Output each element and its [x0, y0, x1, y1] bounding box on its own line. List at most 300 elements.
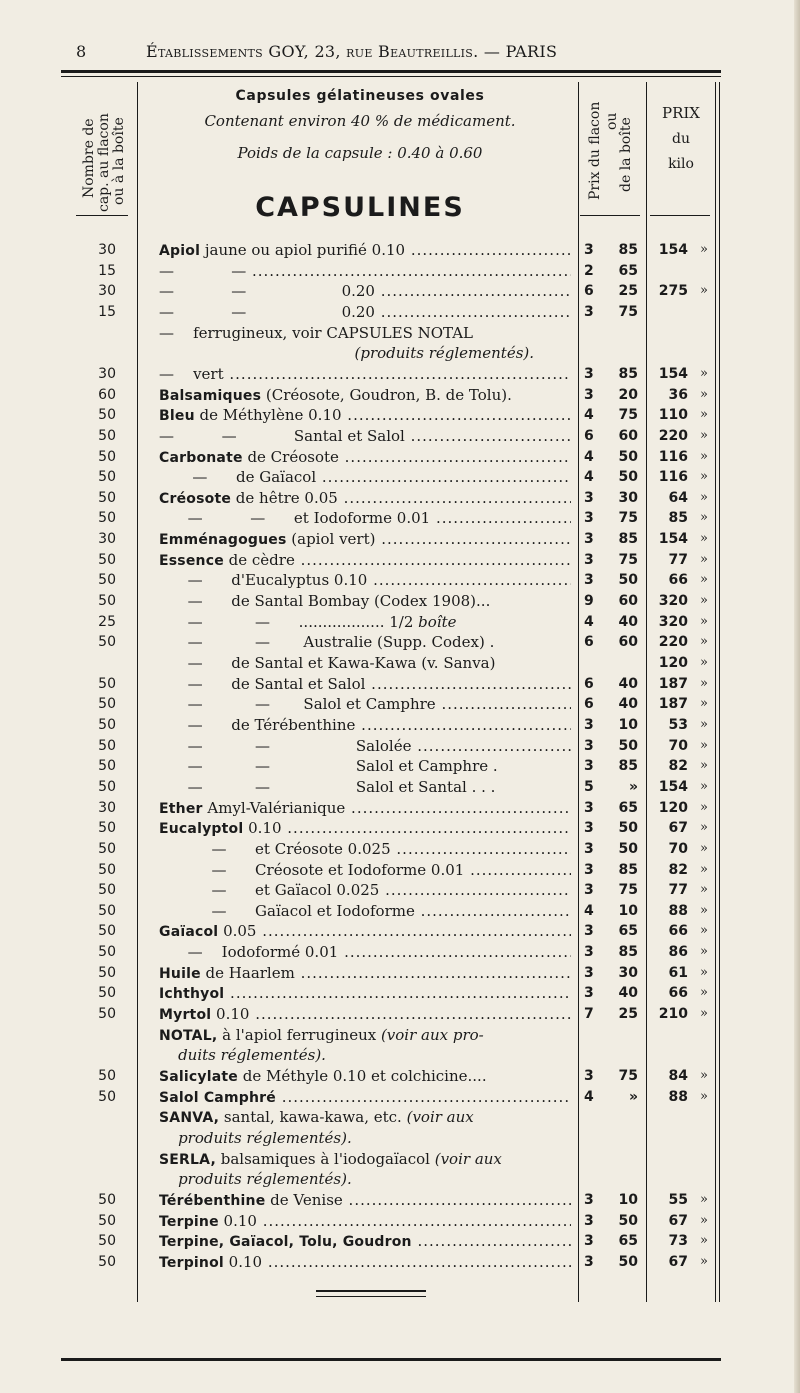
ditto-mark: » [700, 944, 708, 960]
price-centimes-cell: 85 [618, 861, 638, 878]
price-per-kilo-cell: 88 [668, 1088, 688, 1105]
price-francs-cell: 6 [584, 675, 594, 692]
ditto-mark: » [700, 1191, 708, 1207]
quantity-cell: 50 [98, 1006, 116, 1023]
description-cell [159, 323, 571, 343]
description-text: Terpinol [159, 1254, 224, 1271]
description-text: — — Salolée [159, 736, 412, 755]
description-cell [159, 1169, 571, 1189]
price-centimes-cell: 50 [618, 737, 638, 754]
table-row [0, 674, 800, 694]
quantity-cell: 50 [98, 572, 116, 589]
price-francs-cell: 3 [584, 840, 594, 857]
ditto-mark: » [700, 861, 708, 877]
description-text: — de Térébenthine [159, 715, 356, 734]
ditto-mark: » [700, 593, 708, 609]
price-per-kilo-cell: 67 [668, 1253, 688, 1270]
description-cell [159, 343, 571, 363]
table-row [0, 1252, 800, 1272]
table-row [0, 839, 800, 859]
description-cell [159, 261, 571, 281]
description-text: — Gaïacol et Iodoforme [159, 901, 415, 920]
table-row [0, 942, 800, 962]
table-row [0, 777, 800, 797]
description-cell [159, 901, 571, 921]
table-row [0, 323, 800, 343]
price-centimes-cell: 75 [618, 1068, 638, 1084]
description-text: — — [159, 261, 247, 280]
quantity-cell: 50 [98, 551, 116, 568]
description-text: — de Santal et Salol [159, 674, 366, 693]
description-text: Ichthyol [159, 986, 225, 1003]
description-cell [159, 1231, 571, 1252]
description-cell [159, 302, 571, 322]
section-title: Capsules gélatineuses ovales [235, 88, 485, 104]
price-centimes-cell: 65 [618, 923, 638, 940]
price-centimes-cell: 10 [618, 1191, 638, 1208]
description-cell [159, 674, 571, 694]
table-row [0, 550, 800, 570]
ditto-mark: » [700, 675, 708, 691]
price-francs-cell: 5 [584, 778, 594, 795]
description-cell [159, 1087, 571, 1108]
description-cell [159, 1252, 571, 1273]
footer-rule [316, 1296, 426, 1297]
description-text: produits réglementés). [178, 1128, 352, 1147]
description-text: Amyl-Valérianique [202, 798, 346, 817]
description-cell [159, 983, 571, 1004]
description-text: 0.10 [223, 1252, 263, 1271]
description-cell [159, 921, 571, 942]
price-francs-cell: 3 [584, 242, 594, 258]
description-cell [159, 736, 571, 756]
description-text: produits réglementés). [178, 1170, 352, 1189]
table-row [0, 1128, 800, 1148]
description-text: santal, kawa-kawa, etc. [219, 1108, 407, 1127]
description-cell [159, 653, 571, 673]
description-text: — — .................. 1/2 [159, 612, 419, 631]
description-text: de Créosote [242, 447, 339, 466]
section-weight: Poids de la capsule : 0.40 à 0.60 [237, 144, 483, 162]
description-text [159, 344, 355, 362]
description-text: Myrtol [159, 1007, 212, 1024]
quantity-cell: 50 [98, 820, 116, 837]
description-text: — et Créosote 0.025 [159, 839, 391, 858]
quantity-cell: 50 [98, 1212, 116, 1229]
price-francs-cell: 3 [584, 964, 594, 981]
quantity-cell: 50 [98, 737, 116, 754]
price-francs-cell: 3 [584, 510, 594, 527]
table-row [0, 343, 800, 363]
description-text: — — Salol et Santal . . . [159, 777, 496, 796]
description-text: (voir aux [434, 1149, 502, 1168]
price-centimes-cell: 50 [618, 448, 638, 465]
description-text: (voir aux [406, 1108, 474, 1127]
ditto-mark: » [700, 737, 708, 753]
description-cell [159, 240, 571, 261]
price-per-kilo-cell: 84 [668, 1068, 688, 1084]
ditto-mark: » [700, 778, 708, 794]
table-row [0, 736, 800, 756]
price-francs-cell: 3 [584, 303, 594, 320]
price-per-kilo-cell: 53 [668, 716, 688, 733]
price-centimes-cell: 10 [618, 902, 638, 919]
quantity-cell: 30 [98, 242, 116, 258]
ditto-mark: » [700, 716, 708, 732]
price-francs-cell: 3 [584, 882, 594, 899]
table-row [0, 1107, 800, 1127]
price-centimes-cell: 30 [618, 964, 638, 981]
description-cell [159, 1211, 571, 1232]
price-per-kilo-cell: 210 [658, 1006, 688, 1023]
description-cell [159, 1004, 571, 1025]
price-centimes-cell: 65 [618, 799, 638, 816]
quantity-cell: 50 [98, 1253, 116, 1270]
price-francs-cell: 6 [584, 696, 594, 713]
ditto-mark: » [700, 283, 708, 299]
running-head [0, 40, 800, 64]
section-subtitle: Contenant environ 40 % de médicament. [204, 112, 516, 130]
price-centimes-cell: » [628, 778, 638, 795]
price-centimes-cell: 85 [618, 365, 638, 382]
quantity-cell: 50 [98, 985, 116, 1002]
price-francs-cell: 6 [584, 427, 594, 444]
description-text: de Haarlem [200, 963, 295, 982]
price-francs-cell: 3 [584, 489, 594, 506]
unit-price-header-line-2: ou [604, 112, 620, 130]
quantity-cell: 50 [98, 964, 116, 981]
price-per-kilo-cell: 187 [658, 696, 688, 713]
description-text: 0.10 [243, 819, 282, 838]
price-per-kilo-cell: 116 [658, 448, 688, 465]
description-text: SANVA, [159, 1110, 220, 1127]
description-cell [159, 1066, 571, 1087]
price-centimes-cell: 75 [618, 407, 638, 424]
price-francs-cell: 3 [584, 551, 594, 568]
table-row [0, 694, 800, 714]
price-centimes-cell: 25 [618, 283, 638, 300]
price-per-kilo-cell: 70 [668, 840, 688, 857]
description-cell [159, 860, 571, 880]
description-text: — — 0.20 [159, 282, 375, 301]
price-centimes-cell: 75 [618, 303, 638, 320]
price-centimes-cell: 50 [618, 840, 638, 857]
ditto-mark: » [700, 634, 708, 650]
table-row [0, 405, 800, 425]
price-francs-cell: 3 [584, 386, 594, 403]
description-text: — d'Eucalyptus 0.10 [159, 571, 368, 590]
description-cell [159, 447, 571, 468]
price-centimes-cell: 20 [618, 386, 638, 403]
quantity-cell: 50 [98, 1233, 116, 1250]
description-text: — — Australie (Supp. Codex) . [159, 633, 495, 652]
table-row [0, 756, 800, 776]
description-cell [159, 818, 571, 839]
price-per-kilo-cell: 82 [668, 758, 688, 775]
quantity-cell: 50 [98, 696, 116, 713]
quantity-cell: 50 [98, 427, 116, 444]
price-centimes-cell: 50 [618, 469, 638, 486]
price-francs-cell: 3 [584, 1068, 594, 1084]
description-text: (voir aux pro- [380, 1025, 484, 1044]
description-text: — et Gaïacol 0.025 [159, 881, 380, 900]
ditto-mark: » [700, 758, 708, 774]
price-centimes-cell: 85 [618, 242, 638, 258]
description-text: 0.05 [218, 922, 257, 941]
quantity-cell: 30 [98, 531, 116, 548]
description-text: Ether [159, 800, 203, 817]
description-cell [159, 1045, 571, 1065]
description-text: Huile [159, 965, 201, 982]
description-cell [159, 1149, 571, 1170]
price-per-kilo-cell: 154 [658, 365, 688, 382]
price-per-kilo-cell: 55 [668, 1191, 688, 1208]
description-text: Essence [159, 552, 224, 569]
price-per-kilo-cell: 82 [668, 861, 688, 878]
table-row [0, 364, 800, 384]
description-cell [159, 281, 571, 301]
quantity-cell: 50 [98, 593, 116, 610]
table-row [0, 1066, 800, 1086]
price-francs-cell: 3 [584, 531, 594, 548]
table-row [0, 653, 800, 673]
price-francs-cell: 3 [584, 1191, 594, 1208]
price-francs-cell: 6 [584, 634, 594, 651]
price-francs-cell: 3 [584, 1253, 594, 1270]
quantity-cell: 50 [98, 923, 116, 940]
description-text: Salol Camphré [159, 1089, 276, 1106]
price-francs-cell: 3 [584, 572, 594, 589]
description-cell [159, 715, 571, 735]
price-centimes-cell: 40 [618, 696, 638, 713]
ditto-mark: » [700, 1212, 708, 1228]
description-cell [159, 570, 571, 590]
description-text: Balsamiques [159, 387, 262, 404]
description-cell [159, 839, 571, 859]
quantity-cell: 50 [98, 861, 116, 878]
price-francs-cell: 3 [584, 923, 594, 940]
quantity-cell: 50 [98, 758, 116, 775]
table-row [0, 1149, 800, 1169]
price-per-kilo-cell: 275 [658, 283, 688, 300]
table-row [0, 447, 800, 467]
description-text: (produits réglementés). [354, 344, 535, 363]
table-row [0, 385, 800, 405]
table-row [0, 715, 800, 735]
description-text: Eucalyptol [159, 821, 244, 838]
quantity-cell: 50 [98, 840, 116, 857]
price-centimes-cell: 75 [618, 551, 638, 568]
price-kilo-line-1: PRIX [662, 104, 700, 122]
price-centimes-cell: 40 [618, 675, 638, 692]
description-text: de hêtre 0.05 [231, 488, 338, 507]
price-centimes-cell: 50 [618, 572, 638, 589]
description-text: — — 0.20 [159, 302, 375, 321]
ditto-mark: » [700, 407, 708, 423]
table-row [0, 798, 800, 818]
quantity-header-line-1: Nombre de [81, 118, 97, 198]
price-francs-cell: 4 [584, 407, 594, 424]
quantity-cell: 50 [98, 489, 116, 506]
price-per-kilo-cell: 64 [668, 489, 688, 506]
table-row [0, 1231, 800, 1251]
description-text: 0.10 [218, 1211, 257, 1230]
description-text: NOTAL, [159, 1027, 218, 1044]
description-text: Carbonate [159, 449, 243, 466]
price-per-kilo-cell: 70 [668, 737, 688, 754]
table-row [0, 880, 800, 900]
quantity-cell: 50 [98, 882, 116, 899]
quantity-cell: 50 [98, 902, 116, 919]
quantity-header-line-3: ou à la boîte [111, 117, 127, 205]
ditto-mark: » [700, 386, 708, 402]
description-text: — vert [159, 364, 224, 383]
description-text: — — et Iodoforme 0.01 [159, 509, 431, 528]
price-francs-cell: 3 [584, 799, 594, 816]
table-row [0, 612, 800, 632]
description-cell [159, 632, 571, 652]
ditto-mark: » [700, 551, 708, 567]
table-row [0, 467, 800, 487]
price-francs-cell: 7 [584, 1006, 594, 1023]
price-francs-cell: 3 [584, 1212, 594, 1229]
table-row [0, 1169, 800, 1189]
price-francs-cell: 3 [584, 985, 594, 1002]
table-row [0, 1190, 800, 1210]
quantity-cell: 50 [98, 469, 116, 486]
header-underline [650, 215, 710, 216]
quantity-cell: 30 [98, 799, 116, 816]
description-cell [159, 942, 571, 962]
table-row [0, 983, 800, 1003]
quantity-cell: 15 [98, 303, 116, 320]
description-cell [159, 364, 571, 384]
header-underline [580, 215, 640, 216]
description-text: — Iodoformé 0.01 [159, 943, 339, 962]
description-text: jaune ou apiol purifié 0.10 [200, 241, 406, 259]
price-francs-cell: 4 [584, 1088, 594, 1105]
price-centimes-cell: 50 [618, 820, 638, 837]
ditto-mark: » [700, 655, 708, 670]
description-text: balsamiques à l'iodogaïacol [215, 1149, 435, 1168]
description-cell [159, 467, 571, 487]
price-per-kilo-cell: 154 [658, 531, 688, 548]
quantity-cell: 50 [98, 634, 116, 651]
price-centimes-cell: 60 [618, 593, 638, 610]
price-per-kilo-cell: 120 [658, 799, 688, 816]
price-per-kilo-cell: 67 [668, 1212, 688, 1229]
description-text: — de Santal et Kawa-Kawa (v. Sanva) [159, 654, 496, 672]
price-per-kilo-cell: 220 [658, 634, 688, 651]
description-text: Apiol [159, 243, 201, 259]
quantity-cell: 50 [98, 778, 116, 795]
quantity-cell: 50 [98, 675, 116, 692]
ditto-mark: » [700, 840, 708, 856]
description-cell [159, 550, 571, 571]
ditto-mark: » [700, 531, 708, 547]
quantity-header-line-2: cap. au flacon [96, 113, 112, 212]
table-row [0, 921, 800, 941]
price-per-kilo-cell: 187 [658, 675, 688, 692]
quantity-cell: 50 [98, 448, 116, 465]
table-row [0, 1045, 800, 1065]
price-per-kilo-cell: 73 [668, 1233, 688, 1250]
price-per-kilo-header [650, 104, 712, 181]
description-text: — de Gaïacol [159, 468, 317, 487]
table-row [0, 570, 800, 590]
description-text: Terpine, Gaïacol, Tolu, Goudron [159, 1234, 412, 1251]
description-text [159, 1129, 178, 1147]
table-row [0, 281, 800, 301]
header-underline [76, 215, 128, 216]
quantity-cell: 50 [98, 510, 116, 527]
price-centimes-cell: 85 [618, 758, 638, 775]
description-text: de cèdre [223, 550, 295, 569]
description-cell [159, 488, 571, 509]
table-row [0, 1004, 800, 1024]
price-centimes-cell: 85 [618, 531, 638, 548]
table-row [0, 860, 800, 880]
price-kilo-line-3: kilo [668, 156, 694, 172]
price-francs-cell: 3 [584, 716, 594, 733]
ditto-mark: » [700, 572, 708, 588]
price-centimes-cell: 65 [618, 262, 638, 279]
price-per-kilo-cell: 320 [658, 613, 688, 630]
price-centimes-cell: 50 [618, 1212, 638, 1229]
ditto-mark: » [700, 1068, 708, 1083]
ditto-mark: » [700, 613, 708, 629]
description-cell [159, 798, 571, 819]
description-cell [159, 405, 571, 426]
ditto-mark: » [700, 902, 708, 918]
price-francs-cell: 3 [584, 820, 594, 837]
description-cell [159, 612, 571, 632]
price-per-kilo-cell: 66 [668, 923, 688, 940]
description-cell [159, 1190, 571, 1211]
price-centimes-cell: 50 [618, 1253, 638, 1270]
ditto-mark: » [700, 1253, 708, 1269]
description-text: Créosote [159, 490, 232, 507]
price-francs-cell: 3 [584, 1233, 594, 1250]
price-centimes-cell: » [628, 1088, 638, 1105]
ditto-mark: » [700, 882, 708, 898]
ditto-mark: » [700, 923, 708, 939]
description-cell [159, 777, 571, 797]
table-row [0, 302, 800, 322]
table-row [0, 1025, 800, 1045]
ditto-mark: » [700, 242, 708, 257]
price-centimes-cell: 40 [618, 985, 638, 1002]
price-kilo-line-2: du [672, 131, 690, 147]
quantity-cell: 30 [98, 365, 116, 382]
ditto-mark: » [700, 696, 708, 712]
description-text: duits réglementés). [178, 1046, 326, 1065]
price-centimes-cell: 30 [618, 489, 638, 506]
description-text: à l'apiol ferrugineux [217, 1025, 381, 1044]
price-per-kilo-cell: 66 [668, 985, 688, 1002]
description-text: — de Santal Bombay (Codex 1908)... [159, 592, 491, 611]
quantity-cell: 50 [98, 1088, 116, 1105]
ditto-mark: » [700, 1006, 708, 1022]
price-centimes-cell: 40 [618, 613, 638, 630]
running-title: Établissements GOY, 23, rue Beautreillis. — PARIS [146, 42, 558, 61]
description-text: (Créosote, Goudron, B. de Tolu). [261, 385, 512, 404]
description-cell [159, 694, 571, 714]
description-text: de Méthyle 0.10 et colchicine.... [238, 1067, 487, 1085]
price-francs-cell: 9 [584, 593, 594, 610]
price-francs-cell: 4 [584, 613, 594, 630]
description-cell [159, 508, 571, 528]
